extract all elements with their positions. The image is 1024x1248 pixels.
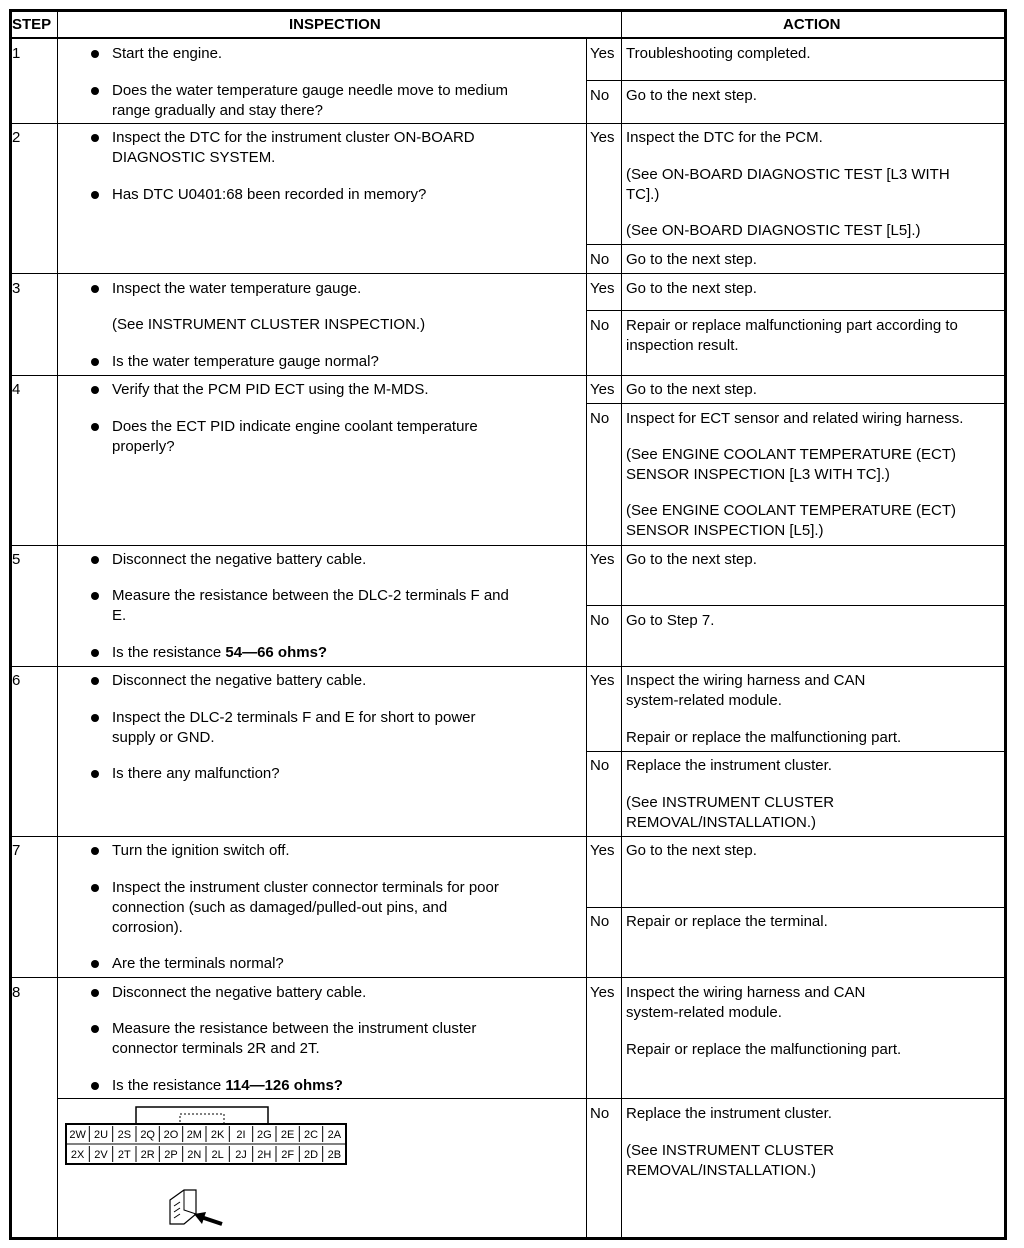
step-number: 4 [12, 381, 21, 398]
step-number: 7 [12, 842, 21, 859]
col-divider-yesno [586, 39, 587, 1239]
inspection-text: Are the terminals normal? [112, 955, 284, 972]
connector-key-tab [180, 1114, 224, 1124]
action-text: Go to the next step. [626, 251, 757, 268]
yes-label: Yes [590, 129, 615, 146]
bullet-icon [91, 592, 99, 600]
action-text: Go to the next step. [626, 842, 757, 859]
resistance-spec: 54—66 ohms? [225, 644, 328, 661]
bullet-icon [91, 87, 99, 95]
row-separator [9, 123, 1007, 124]
bullet-icon [91, 191, 99, 199]
action-text: Replace the instrument cluster. [626, 757, 832, 774]
action-text: TC].) [626, 186, 660, 203]
bullet-icon [91, 1025, 99, 1033]
action-text: Inspect for ECT sensor and related wiring harness. [626, 410, 964, 427]
step-number: 6 [12, 672, 21, 689]
action-text: (See INSTRUMENT CLUSTER [626, 794, 835, 811]
no-label: No [590, 913, 610, 930]
connector-latch [136, 1107, 268, 1124]
action-text: Go to the next step. [626, 87, 757, 104]
inspection-question [112, 643, 327, 663]
inspection-text: supply or GND. [112, 729, 215, 746]
yes-no-separator [586, 244, 1007, 245]
connector-pin-label: 2S [117, 1129, 132, 1141]
connector-pin-label: 2E [280, 1129, 295, 1141]
connector-pin-label: 2R [140, 1149, 155, 1161]
connector-pin-label: 2W [69, 1129, 86, 1141]
inspection-text: (See INSTRUMENT CLUSTER INSPECTION.) [112, 316, 426, 333]
inspection-text: Inspect the DTC for the instrument cluster ON-BOARD [112, 129, 475, 146]
inspection-text: Verify that the PCM PID ECT using the M-MDS. [112, 381, 429, 398]
connector-pin-label: 2O [163, 1129, 179, 1141]
connector-pin-label: 2C [303, 1129, 319, 1141]
yes-label: Yes [590, 280, 615, 297]
no-label: No [590, 317, 610, 334]
inspection-text: Start the engine. [112, 45, 223, 62]
inspection-text: Is the resistance [112, 644, 226, 661]
inspection-text: Does the ECT PID indicate engine coolant temperature [112, 418, 478, 435]
yes-no-separator [586, 751, 1007, 752]
row-separator [9, 375, 1007, 376]
no-label: No [590, 1105, 610, 1122]
bullet-icon [91, 649, 99, 657]
yes-no-separator [57, 1098, 1007, 1099]
inspection-text: Disconnect the negative battery cable. [112, 551, 367, 568]
row-separator [9, 273, 1007, 274]
action-text: (See INSTRUMENT CLUSTER [626, 1142, 835, 1159]
inspection-text: Turn the ignition switch off. [112, 842, 290, 859]
action-text: (See ENGINE COOLANT TEMPERATURE (ECT) [626, 502, 957, 519]
bullet-icon [91, 770, 99, 778]
no-label: No [590, 612, 610, 629]
row-separator [9, 836, 1007, 837]
no-label: No [590, 410, 610, 427]
connector-pin-label: 2B [327, 1149, 342, 1161]
action-text: SENSOR INSPECTION [L5].) [626, 522, 824, 539]
inspection-text: Inspect the DLC-2 terminals F and E for short to power [112, 709, 476, 726]
bullet-icon [91, 989, 99, 997]
yes-no-separator [586, 605, 1007, 606]
action-text: Go to the next step. [626, 381, 757, 398]
connector-pin-label: 2K [210, 1129, 225, 1141]
bullet-icon [91, 677, 99, 685]
bullet-icon [91, 884, 99, 892]
connector-pin-label: 2H [257, 1149, 272, 1161]
yes-no-separator [586, 80, 1007, 81]
connector-view-icon [170, 1190, 222, 1224]
no-label: No [590, 757, 610, 774]
bullet-icon [91, 134, 99, 142]
no-label: No [590, 251, 610, 268]
yes-label: Yes [590, 984, 615, 1001]
step-number: 5 [12, 551, 21, 568]
inspection-text: E. [112, 607, 127, 624]
connector-pin-label: 2N [187, 1149, 202, 1161]
inspection-text: connection (such as damaged/pulled-out pins, and [112, 899, 448, 916]
inspection-text: range gradually and stay there? [112, 102, 323, 119]
action-text: Repair or replace malfunctioning part according to [626, 317, 958, 334]
action-text: inspection result. [626, 337, 739, 354]
action-text: (See ENGINE COOLANT TEMPERATURE (ECT) [626, 446, 957, 463]
bullet-icon [91, 386, 99, 394]
connector-pin-label: 2U [93, 1129, 109, 1141]
action-text: (See ON-BOARD DIAGNOSTIC TEST [L3 WITH [626, 166, 950, 183]
connector-pin-label: 2L [211, 1149, 224, 1161]
connector-svg [62, 1104, 350, 1234]
step-number: 3 [12, 280, 21, 297]
yes-no-separator [586, 403, 1007, 404]
inspection-question [112, 1076, 343, 1096]
yes-no-separator [586, 310, 1007, 311]
inspection-text: Inspect the instrument cluster connector terminals for poor [112, 879, 499, 896]
action-text: Replace the instrument cluster. [626, 1105, 832, 1122]
action-text: Inspect the wiring harness and CAN [626, 672, 866, 689]
connector-pin-label: 2M [186, 1129, 202, 1141]
bullet-icon [91, 50, 99, 58]
connector-pin-label: 2J [235, 1149, 247, 1161]
resistance-spec: 114—126 ohms? [225, 1077, 343, 1094]
bullet-icon [91, 960, 99, 968]
yes-label: Yes [590, 842, 615, 859]
table-border-right [1004, 9, 1007, 1240]
action-text: SENSOR INSPECTION [L3 WITH TC].) [626, 466, 890, 483]
connector-pin-label: 2Q [140, 1129, 156, 1141]
connector-pin-label: 2D [303, 1149, 319, 1161]
inspection-text: Measure the resistance between the DLC-2 terminals F and [112, 587, 509, 604]
header-bottom-line [9, 37, 1007, 39]
connector-diagram [62, 1104, 350, 1234]
action-text: REMOVAL/INSTALLATION.) [626, 1162, 817, 1179]
table-border-top [9, 9, 1007, 12]
yes-label: Yes [590, 551, 615, 568]
table-border-bottom [9, 1237, 1007, 1240]
bullet-icon [91, 285, 99, 293]
yes-no-separator [586, 907, 1007, 908]
inspection-text: Is the water temperature gauge normal? [112, 353, 379, 370]
action-text: (See ON-BOARD DIAGNOSTIC TEST [L5].) [626, 222, 921, 239]
connector-pin-label: 2G [256, 1129, 272, 1141]
row-separator [9, 545, 1007, 546]
action-text: REMOVAL/INSTALLATION.) [626, 814, 817, 831]
bullet-icon [91, 714, 99, 722]
action-text: system-related module. [626, 1004, 782, 1021]
header-action: ACTION [783, 16, 841, 33]
bullet-icon [91, 1082, 99, 1090]
inspection-text: Has DTC U0401:68 been recorded in memory? [112, 186, 427, 203]
row-separator [9, 666, 1007, 667]
action-text: Go to Step 7. [626, 612, 715, 629]
inspection-text: Disconnect the negative battery cable. [112, 672, 367, 689]
action-text: Go to the next step. [626, 280, 757, 297]
inspection-text: Is the resistance [112, 1077, 226, 1094]
bullet-icon [91, 423, 99, 431]
inspection-text: Does the water temperature gauge needle move to medium [112, 82, 509, 99]
inspection-text: Measure the resistance between the instrument cluster [112, 1020, 477, 1037]
row-separator [9, 977, 1007, 978]
action-text: Go to the next step. [626, 551, 757, 568]
header-step: STEP [12, 16, 52, 33]
col-divider-step [57, 9, 58, 1240]
yes-label: Yes [590, 45, 615, 62]
action-text: Troubleshooting completed. [626, 45, 811, 62]
inspection-text: Is there any malfunction? [112, 765, 280, 782]
action-text: Repair or replace the malfunctioning part. [626, 729, 902, 746]
connector-pin-label: 2A [327, 1129, 342, 1141]
yes-label: Yes [590, 381, 615, 398]
action-text: Repair or replace the terminal. [626, 913, 828, 930]
step-number: 1 [12, 45, 21, 62]
step-number: 2 [12, 129, 21, 146]
action-text: Repair or replace the malfunctioning part. [626, 1041, 902, 1058]
no-label: No [590, 87, 610, 104]
connector-pin-label: 2I [236, 1129, 246, 1141]
bullet-icon [91, 358, 99, 366]
header-inspection: INSPECTION [289, 16, 381, 33]
bullet-icon [91, 556, 99, 564]
col-divider-action [621, 9, 622, 1240]
action-text: system-related module. [626, 692, 782, 709]
action-text: Inspect the DTC for the PCM. [626, 129, 823, 146]
yes-label: Yes [590, 672, 615, 689]
inspection-text: connector terminals 2R and 2T. [112, 1040, 320, 1057]
connector-pin-label: 2V [94, 1149, 108, 1161]
connector-pin-label: 2T [117, 1149, 131, 1161]
connector-pin-label: 2P [164, 1149, 178, 1161]
table-border-left [9, 9, 12, 1240]
inspection-text: properly? [112, 438, 175, 455]
inspection-text: Inspect the water temperature gauge. [112, 280, 362, 297]
inspection-text: corrosion). [112, 919, 183, 936]
connector-pin-label: 2X [70, 1149, 85, 1161]
inspection-text: DIAGNOSTIC SYSTEM. [112, 149, 276, 166]
bullet-icon [91, 847, 99, 855]
step-number: 8 [12, 984, 21, 1001]
connector-pin-label: 2F [281, 1149, 295, 1161]
inspection-text: Disconnect the negative battery cable. [112, 984, 367, 1001]
action-text: Inspect the wiring harness and CAN [626, 984, 866, 1001]
